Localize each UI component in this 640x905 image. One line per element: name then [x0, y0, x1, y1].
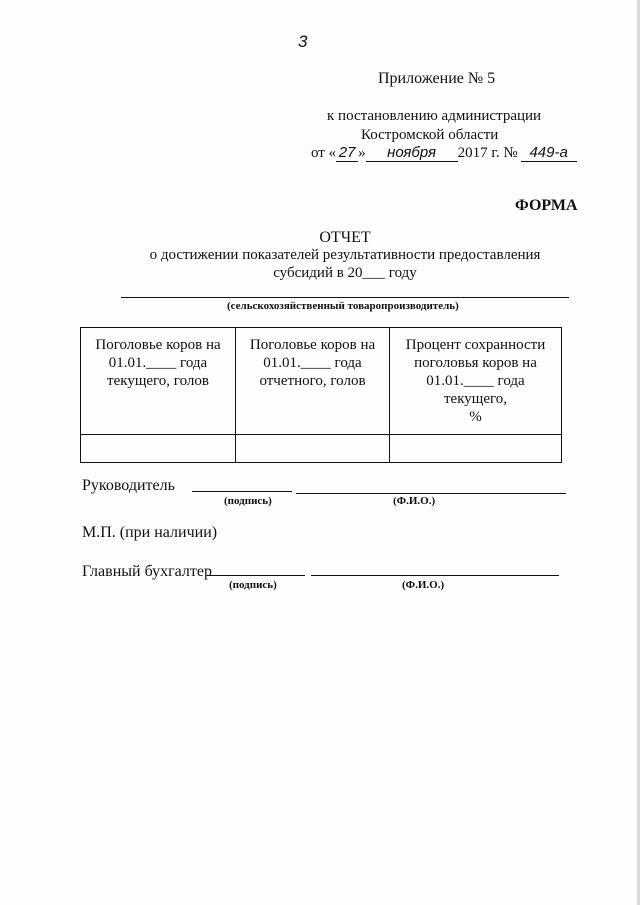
date-year: 2017 г. № — [457, 145, 518, 161]
table-cell — [81, 435, 236, 463]
report-subtitle-line2: субсидий в 20___ году — [273, 265, 417, 281]
producer-line — [121, 297, 569, 298]
accountant-name-caption: (Ф.И.О.) — [402, 579, 445, 591]
table-row — [81, 435, 562, 463]
table-cell — [390, 435, 562, 463]
head-name-caption: (Ф.И.О.) — [393, 495, 436, 507]
producer-caption: (сельскохозяйственный товаропроизводитель) — [227, 300, 459, 312]
header-cell: Поголовье коров на 01.01.____ года отчетного, голов — [236, 328, 390, 435]
accountant-signature-caption: (подпись) — [229, 579, 277, 591]
table-header-row — [81, 328, 562, 435]
date-day: 27 — [336, 144, 358, 162]
report-title: ОТЧЕТ — [319, 229, 371, 246]
date-prefix: от « — [311, 145, 337, 161]
header-cell: Процент сохранности поголовья коров на 01.01.____ года текущего, % — [390, 328, 562, 435]
seal-label: М.П. (при наличии) — [82, 524, 218, 541]
accountant-label: Главный бухгалтер — [82, 563, 212, 580]
accountant-name-line — [311, 575, 559, 576]
head-signature-caption: (подпись) — [224, 495, 272, 507]
head-label: Руководитель — [82, 477, 175, 494]
header-cell: Поголовье коров на 01.01.____ года текущего, голов — [81, 328, 236, 435]
date-mid: » — [358, 145, 366, 161]
head-signature-line — [192, 491, 292, 492]
table-cell — [236, 435, 390, 463]
appendix-title: Приложение № 5 — [378, 70, 496, 87]
region-line: Костромской области — [361, 127, 499, 143]
resolution-line: к постановлению администрации — [327, 108, 542, 124]
date-number: 449-а — [521, 144, 577, 162]
date-month: ноября — [366, 144, 458, 162]
resolution-date-line — [311, 144, 577, 162]
report-table — [80, 327, 562, 463]
form-label: ФОРМА — [515, 197, 578, 214]
page-number-mark: 3 — [298, 32, 308, 51]
report-subtitle-line1: о достижении показателей результативности предоставления — [149, 247, 541, 263]
accountant-signature-line — [207, 575, 305, 576]
head-name-line — [296, 493, 566, 494]
